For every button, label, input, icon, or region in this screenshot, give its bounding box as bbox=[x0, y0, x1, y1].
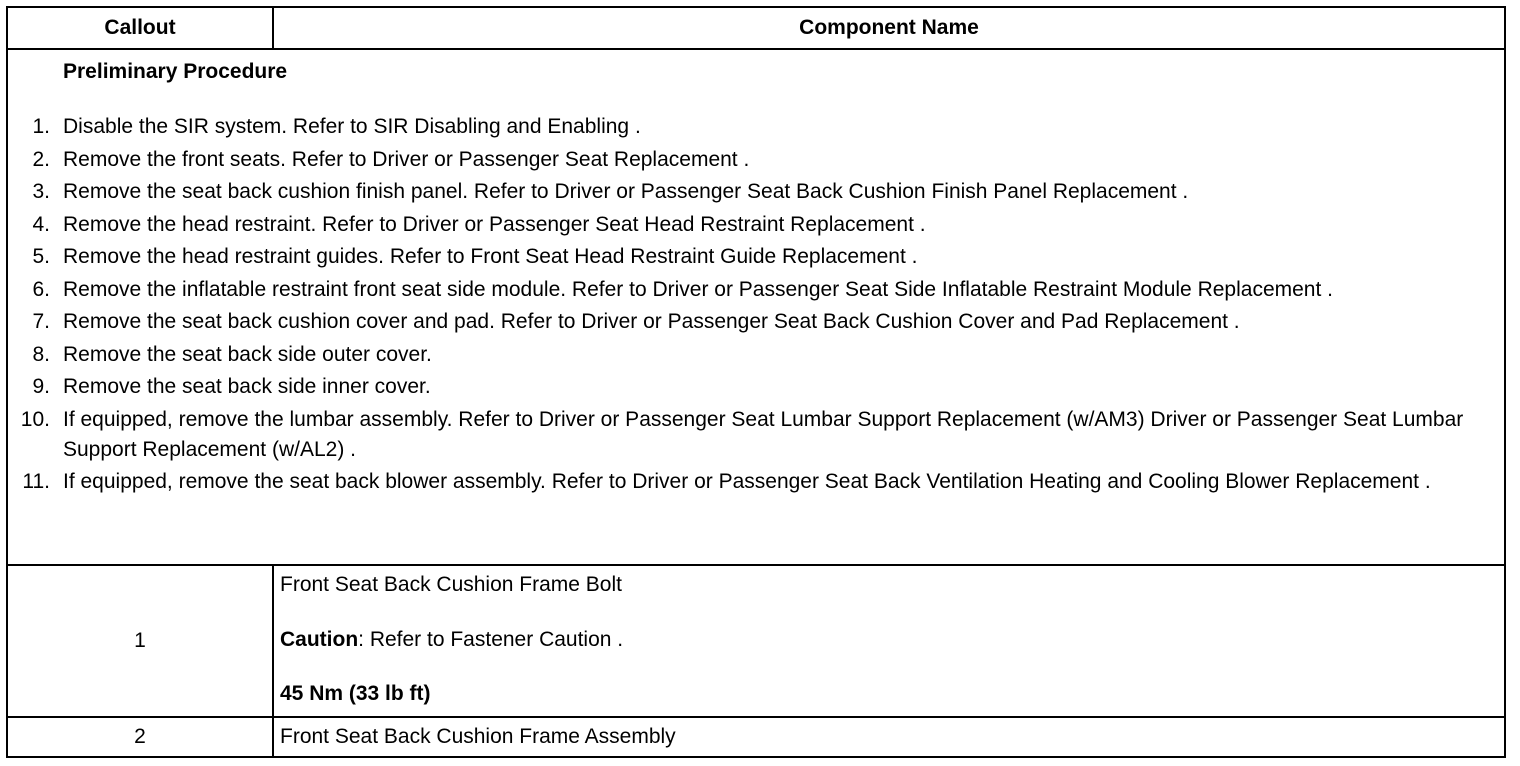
step-number: 9. bbox=[32, 375, 50, 398]
step-text: Remove the seat back side inner cover. bbox=[63, 375, 431, 398]
procedure-step bbox=[8, 467, 1488, 497]
procedure-step bbox=[8, 112, 1488, 142]
step-text: If equipped, remove the seat back blower assembly. Refer to Driver or Passenger Seat Back Ventilation Heating and Cooling Blower Replacement . bbox=[63, 470, 1431, 493]
component-name-1: Front Seat Back Cushion Frame Bolt bbox=[280, 573, 622, 596]
caution-text: : Refer to Fastener Caution . bbox=[358, 628, 624, 651]
header-divider bbox=[8, 48, 1504, 50]
step-number: 7. bbox=[32, 310, 50, 333]
preliminary-procedure-title: Preliminary Procedure bbox=[63, 60, 288, 83]
caution-note bbox=[280, 628, 623, 652]
column-divider-rows bbox=[272, 564, 274, 756]
procedure-step bbox=[8, 307, 1488, 337]
procedure-step bbox=[8, 340, 1488, 370]
step-number: 3. bbox=[32, 180, 50, 203]
step-text: If equipped, remove the lumbar assembly. Refer to Driver or Passenger Seat Lumbar Support Replacement (w/AM3) Driver or Passenger Seat Lumbar Support Replacement (w/AL2) . bbox=[63, 407, 1464, 461]
step-text: Remove the head restraint. Refer to Driver or Passenger Seat Head Restraint Replacement . bbox=[63, 212, 926, 236]
callout-1: 1 bbox=[134, 629, 146, 652]
step-number: 2. bbox=[32, 147, 50, 171]
procedure-step bbox=[8, 242, 1488, 272]
torque-spec: 45 Nm (33 lb ft) bbox=[280, 682, 431, 705]
procedure-step bbox=[8, 177, 1488, 207]
procedure-step bbox=[8, 145, 1488, 175]
procedure-step bbox=[8, 372, 1488, 402]
caution-label: Caution bbox=[280, 628, 359, 651]
step-number: 11. bbox=[22, 470, 50, 493]
step-number: 1. bbox=[32, 115, 50, 138]
step-text: Remove the inflatable restraint front seat side module. Refer to Driver or Passenger Seat Side Inflatable Restraint Module Replacement . bbox=[63, 277, 1333, 301]
header-callout: Callout bbox=[104, 16, 176, 39]
step-text: Remove the seat back cushion cover and pad. Refer to Driver or Passenger Seat Back Cushion Cover and Pad Replacement . bbox=[63, 310, 1240, 333]
header-component-name: Component Name bbox=[799, 16, 979, 39]
procedure-step bbox=[8, 405, 1488, 465]
step-number: 5. bbox=[32, 245, 50, 268]
step-number: 10. bbox=[20, 407, 50, 431]
step-number: 6. bbox=[32, 277, 50, 301]
step-text: Remove the seat back cushion finish panel. Refer to Driver or Passenger Seat Back Cushion Finish Panel Replacement . bbox=[63, 180, 1189, 203]
component-name-2: Front Seat Back Cushion Frame Assembly bbox=[280, 725, 676, 748]
procedure-step bbox=[8, 210, 1488, 240]
step-text: Remove the head restraint guides. Refer to Front Seat Head Restraint Guide Replacement . bbox=[63, 245, 918, 268]
step-number: 8. bbox=[32, 342, 50, 366]
preliminary-steps-list bbox=[8, 112, 1488, 500]
procedure-step bbox=[8, 275, 1488, 305]
component-table bbox=[6, 6, 1506, 758]
callout-2: 2 bbox=[134, 725, 146, 748]
step-text: Remove the seat back side outer cover. bbox=[63, 342, 432, 366]
step-text: Remove the front seats. Refer to Driver or Passenger Seat Replacement . bbox=[63, 147, 750, 171]
step-number: 4. bbox=[32, 212, 50, 236]
step-text: Disable the SIR system. Refer to SIR Disabling and Enabling . bbox=[63, 115, 641, 138]
